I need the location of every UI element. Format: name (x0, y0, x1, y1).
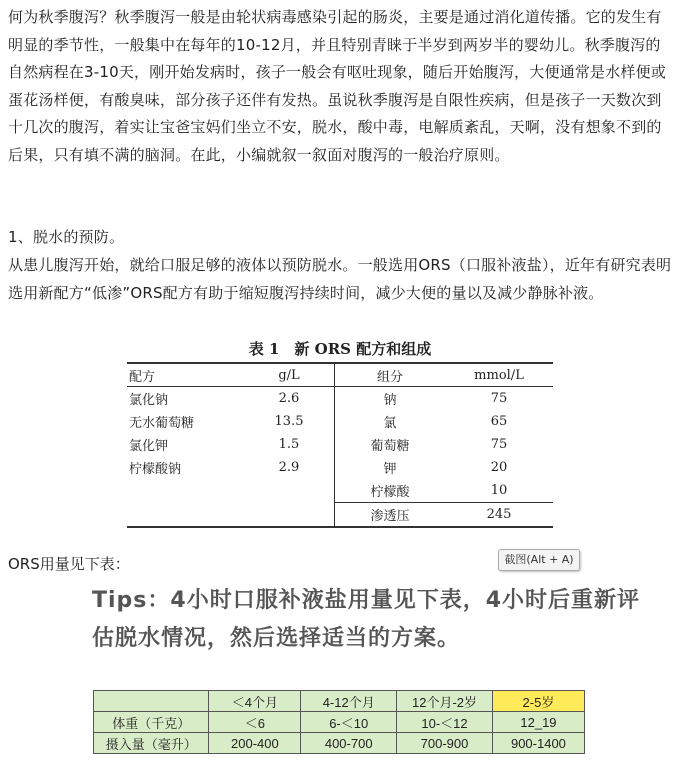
table-cell: 钠 (383, 393, 397, 408)
table-cell: 氯化钠 (129, 393, 169, 408)
table-cell: 245 (445, 503, 553, 528)
table-cell: 钾 (383, 462, 397, 477)
table-cell: 2.6 (244, 387, 335, 411)
table-cell: 1.5 (244, 433, 335, 456)
header-component: 组分 (335, 363, 446, 387)
table-row (94, 712, 585, 733)
section-heading: 1、脱水的预防。 (8, 228, 125, 246)
table-cell: 13.5 (244, 410, 335, 433)
table-cell: 无水葡萄糖 (129, 416, 195, 431)
ors-dosage-table (93, 690, 585, 754)
table-cell: 2.9 (244, 456, 335, 479)
table-row (127, 410, 553, 433)
table-cell: 65 (490, 414, 508, 429)
tips-text: Tips：4小时口服补液盐用量见下表，4小时后重新评估脱水情况，然后选择适当的方案。 (92, 588, 641, 651)
table-row (127, 479, 553, 503)
table-row (127, 433, 553, 456)
table-cell: ＜6 (209, 712, 301, 733)
table-row-label: 体重（千克） (94, 712, 209, 733)
table-header-row (94, 691, 585, 712)
table-cell (127, 503, 244, 528)
table-cell: 渗透压 (335, 503, 446, 528)
table-header-cell: 4-12个月 (301, 691, 397, 712)
table-row (94, 733, 585, 754)
ors-formula-table (127, 338, 553, 528)
table-cell: 氯化钾 (129, 439, 169, 454)
table-cell: 葡萄糖 (370, 439, 410, 454)
table-header-row (127, 363, 553, 387)
table-cell: 12_19 (492, 712, 584, 733)
table-cell: 20 (490, 460, 508, 475)
header-mmol: mmol/L (445, 363, 553, 387)
table-cell: 10 (490, 483, 508, 498)
table-header-cell: 12个月-2岁 (397, 691, 493, 712)
table-row (127, 387, 553, 411)
table-cell: 6-＜10 (301, 712, 397, 733)
table-row (127, 503, 553, 528)
ors-dosage-label: ORS用量见下表： (8, 555, 130, 573)
table-row-label: 摄入量（毫升） (94, 733, 209, 754)
table-cell: 75 (490, 391, 508, 406)
table-cell: 75 (490, 437, 508, 452)
table-row (127, 456, 553, 479)
table-header-cell: ＜4个月 (209, 691, 301, 712)
header-gl: g/L (244, 363, 335, 387)
table-cell (244, 479, 335, 503)
table-cell (244, 503, 335, 528)
table-cell: 柠檬酸 (370, 485, 410, 500)
section-body: 从患儿腹泻开始，就给口服足够的液体以预防脱水。一般选用ORS（口服补液盐），近年有研究表明选用新配方“低渗”ORS配方有助于缩短腹泻持续时间，减少大便的量以及减少静脉补液。 (8, 256, 672, 302)
table-cell: 200-400 (209, 733, 301, 754)
table-cell (127, 479, 244, 503)
screenshot-button[interactable]: 截图(Alt + A) (498, 549, 580, 571)
table-cell: 900-1400 (492, 733, 584, 754)
table-cell: 10-＜12 (397, 712, 493, 733)
intro-paragraph: 何为秋季腹泻？秋季腹泻一般是由轮状病毒感染引起的肠炎，主要是通过消化道传播。它的发生有明显的季节性，一般集中在每年的10-12月，并且特别青睐于半岁到两岁半的婴幼儿。秋季腹泻的自然病程在3-10天，刚开始发病时，孩子一般会有呕吐现象，随后开始腹泻，大便通常是水样便或蛋花汤样便，有酸臭味，部分孩子还伴有发热。虽说秋季腹泻是自限性疾病，但是孩子一天数次到十几次的腹泻，着实让宝爸宝妈们坐立不安，脱水，酸中毒，电解质紊乱，天啊，没有想象不到的后果，只有填不满的脑洞。在此，小编就叙一叙面对腹泻的一般治疗原则。 (8, 8, 667, 164)
table-cell: 700-900 (397, 733, 493, 754)
table-cell: 氯 (383, 416, 397, 431)
table-title: 表 1 新 ORS 配方和组成 (248, 340, 432, 358)
table-cell: 400-700 (301, 733, 397, 754)
table-cell (94, 691, 209, 712)
table-cell: 柠檬酸钠 (129, 462, 182, 477)
header-formula: 配方 (127, 363, 244, 387)
table-header-cell-highlighted: 2-5岁 (492, 691, 584, 712)
